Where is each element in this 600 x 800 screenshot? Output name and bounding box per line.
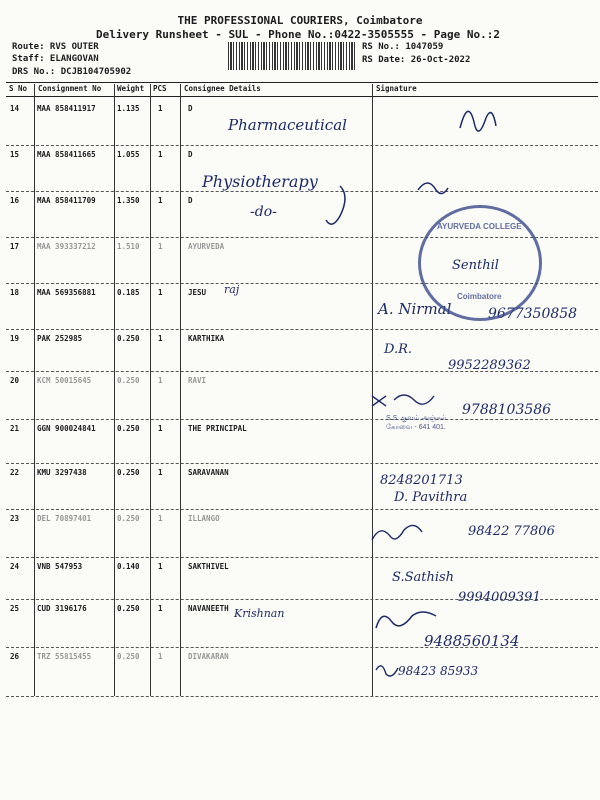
handwritten-phone: 98423 85933 <box>398 664 479 678</box>
cell-sno: 25 <box>10 604 20 613</box>
cell-weight: 0.250 <box>117 424 140 433</box>
stamp-text: AYURVEDA COLLEGE <box>437 222 522 231</box>
office-seal <box>386 414 526 432</box>
cell-consignee: NAVANEETH <box>188 604 229 613</box>
handwritten-phone: 9677350858 <box>488 306 578 322</box>
column-header-consignee: Consignee Details <box>184 84 261 93</box>
column-header-pcs: PCS <box>153 84 167 93</box>
column-header-weight: Weight <box>117 84 145 93</box>
cell-weight: 1.055 <box>117 150 140 159</box>
handwritten-phone: 98422 77806 <box>468 524 555 539</box>
cell-pcs: 1 <box>158 376 163 385</box>
cell-consignee: AYURVEDA <box>188 242 225 251</box>
handwritten-signature: A. Nirmal <box>378 300 452 318</box>
handwritten-signature: D.R. <box>384 342 413 357</box>
cell-pcs: 1 <box>158 242 163 251</box>
column-header-sno: S No <box>9 84 28 93</box>
cell-sno: 26 <box>10 652 20 661</box>
seal-line: S.S. குளம் அஞ்சல் <box>386 415 447 422</box>
document-title: THE PROFESSIONAL COURIERS, Coimbatore <box>177 14 423 27</box>
cell-pcs: 1 <box>158 104 163 113</box>
cell-consignment: MAA 858411917 <box>37 104 96 113</box>
cell-weight: 1.135 <box>117 104 140 113</box>
cell-consignee: RAVI <box>188 376 207 385</box>
handwritten-signature: S.Sathish <box>392 570 455 585</box>
cell-pcs: 1 <box>158 424 163 433</box>
cell-sno: 15 <box>10 150 20 159</box>
cell-pcs: 1 <box>158 562 163 571</box>
cell-pcs: 1 <box>158 604 163 613</box>
handwritten-phone: 9952289362 <box>448 358 531 373</box>
cell-sno: 22 <box>10 468 20 477</box>
rs-date: RS Date: 26-Oct-2022 <box>362 55 471 65</box>
handwritten-phone: 8248201713 <box>380 473 463 488</box>
cell-weight: 0.140 <box>117 562 140 571</box>
stamp-subtext: Coimbatore <box>457 292 502 301</box>
cell-consignee: SAKTHIVEL <box>188 562 229 571</box>
seal-line: கோவை - 641 401. <box>386 424 446 431</box>
cell-weight: 0.250 <box>117 376 140 385</box>
cell-sno: 17 <box>10 242 20 251</box>
handwritten-phone: 9788103586 <box>462 402 552 418</box>
cell-consignment: GGN 900024841 <box>37 424 96 433</box>
cell-consignee: DIVAKARAN <box>188 652 229 661</box>
cell-consignee: THE PRINCIPAL <box>188 424 247 433</box>
cell-pcs: 1 <box>158 196 163 205</box>
cell-consignee: D <box>188 104 193 113</box>
cell-pcs: 1 <box>158 150 163 159</box>
handwritten-phone: 9488560134 <box>424 632 520 650</box>
cell-consignment: MAA 393337212 <box>37 242 96 251</box>
drs-number: DRS No.: DCJB104705902 <box>12 67 132 77</box>
cell-consignment: MAA 858411665 <box>37 150 96 159</box>
rs-number: RS No.: 1047059 <box>362 42 444 52</box>
handwritten-department: Physiotherapy <box>202 172 318 191</box>
column-header-signature: Signature <box>376 84 417 93</box>
handwritten-department: Pharmaceutical <box>228 116 347 134</box>
cell-pcs: 1 <box>158 468 163 477</box>
cell-sno: 24 <box>10 562 20 571</box>
college-stamp <box>418 205 542 321</box>
cell-sno: 14 <box>10 104 20 113</box>
cell-consignment: KCM 50015645 <box>37 376 92 385</box>
cell-consignee: KARTHIKA <box>188 334 225 343</box>
cell-consignment: CUD 3196176 <box>37 604 87 613</box>
staff-label: Staff: ELANGOVAN <box>12 54 99 64</box>
cell-sno: 21 <box>10 424 20 433</box>
cell-consignment: KMU 3297438 <box>37 468 87 477</box>
cell-consignee: ILLANGO <box>188 514 220 523</box>
cell-consignment: MAA 858411709 <box>37 196 96 205</box>
cell-pcs: 1 <box>158 652 163 661</box>
cell-weight: 0.250 <box>117 604 140 613</box>
cell-sno: 19 <box>10 334 20 343</box>
cell-sno: 20 <box>10 376 20 385</box>
document-subtitle: Delivery Runsheet - SUL - Phone No.:0422-3505555 - Page No.:2 <box>96 28 500 41</box>
cell-weight: 0.250 <box>117 652 140 661</box>
handwritten-signature: D. Pavithra <box>394 490 468 505</box>
cell-consignee: SARAVANAN <box>188 468 229 477</box>
cell-weight: 0.185 <box>117 288 140 297</box>
cell-consignment: TRZ 55815455 <box>37 652 92 661</box>
cell-pcs: 1 <box>158 334 163 343</box>
cell-consignment: DEL 70897401 <box>37 514 92 523</box>
cell-consignee: D <box>188 150 193 159</box>
handwritten-phone: 9994009391 <box>458 590 541 605</box>
cell-weight: 1.510 <box>117 242 140 251</box>
cell-weight: 0.250 <box>117 334 140 343</box>
handwritten-name: raj <box>224 283 240 296</box>
column-header-consignment: Consignment No <box>38 84 102 93</box>
route-label: Route: RVS OUTER <box>12 42 99 52</box>
cell-consignment: PAK 252985 <box>37 334 83 343</box>
cell-weight: 0.250 <box>117 514 140 523</box>
cell-sno: 23 <box>10 514 20 523</box>
handwritten-ditto: -do- <box>250 204 277 220</box>
cell-weight: 1.350 <box>117 196 140 205</box>
cell-pcs: 1 <box>158 514 163 523</box>
cell-consignment: MAA 569356881 <box>37 288 96 297</box>
cell-sno: 16 <box>10 196 20 205</box>
cell-pcs: 1 <box>158 288 163 297</box>
cell-sno: 18 <box>10 288 20 297</box>
cell-weight: 0.250 <box>117 468 140 477</box>
handwritten-name: Krishnan <box>234 607 285 620</box>
cell-consignee: D <box>188 196 193 205</box>
cell-consignment: VNB 547953 <box>37 562 83 571</box>
handwritten-signature: Senthil <box>452 258 499 273</box>
cell-consignee: JESU <box>188 288 207 297</box>
